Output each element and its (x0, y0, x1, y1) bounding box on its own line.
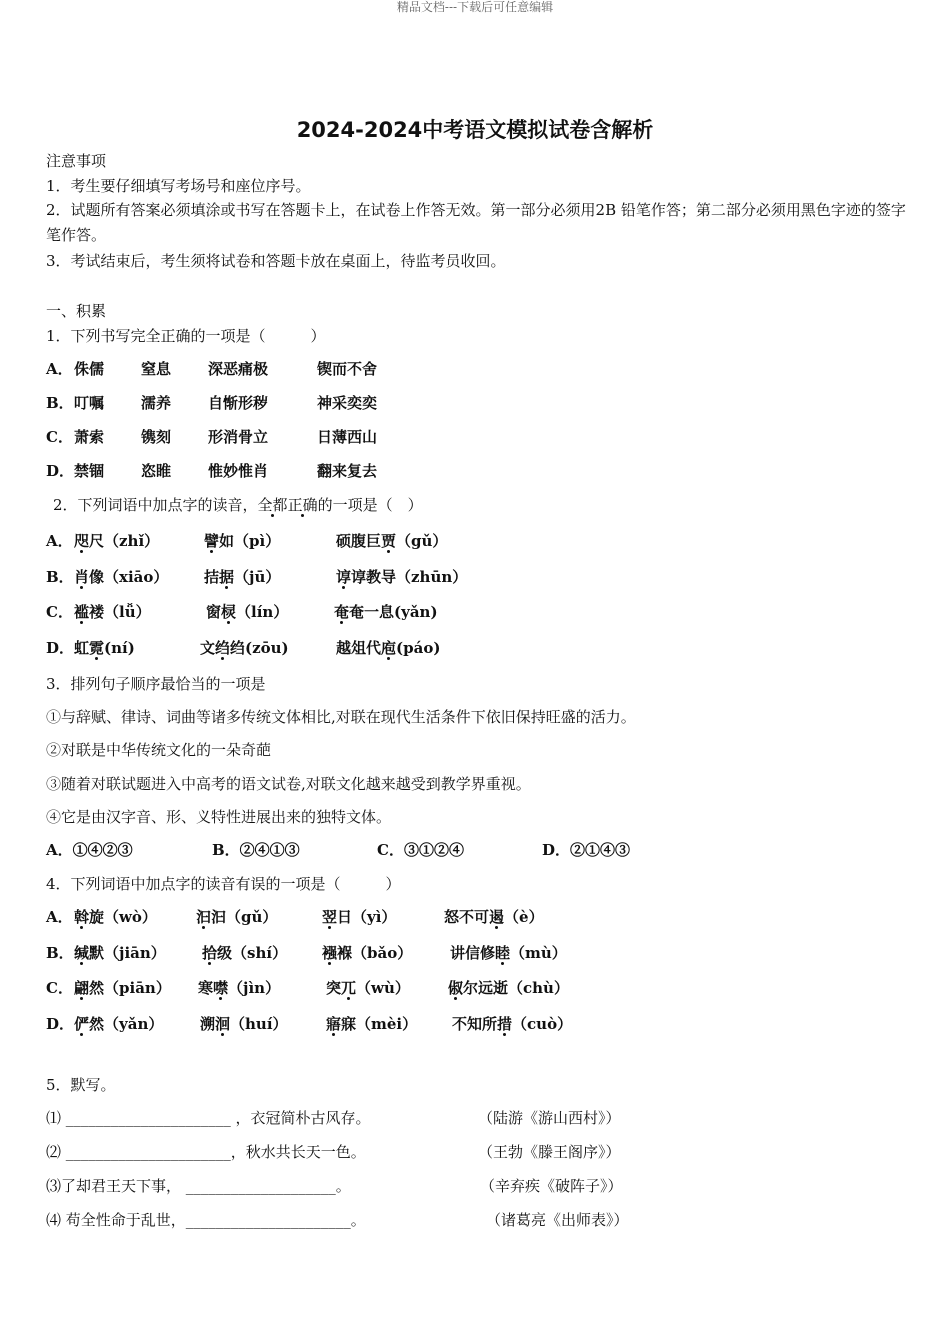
option-term (200, 638, 289, 658)
dictation-line: ⑷ 苟全性命于乱世，______________________。 (46, 1211, 366, 1229)
option-term (326, 978, 410, 998)
term-prefix: 讲信修 (450, 944, 496, 962)
page-header: 精品文档---下载后可任意编辑 (396, 0, 554, 14)
option-term (444, 907, 544, 927)
option-term (450, 943, 567, 963)
dictation-source: （辛弃疾《破阵子》） (480, 1177, 623, 1195)
dictation-line: ⑶了却君王天下事， ____________________。 (46, 1177, 351, 1195)
term-suffix: 寐（mèi） (341, 1015, 418, 1033)
option-term (336, 567, 467, 587)
term-suffix: （huí） (230, 1015, 288, 1033)
stem-text: 2．下列词语中加点字的读音， (53, 496, 258, 514)
option-word: 惟妙惟肖 (208, 462, 269, 480)
option-row (46, 638, 846, 658)
option-row (46, 567, 846, 587)
option-row (46, 907, 846, 927)
option-row (46, 393, 846, 413)
option-term (74, 943, 166, 963)
term-prefix: 突 (326, 979, 342, 997)
term-suffix: 奄一息(yǎn) (349, 603, 438, 621)
term-suffix: 褛（lǚ） (89, 603, 151, 621)
dotted-char: 翩 (74, 979, 90, 997)
dotted-char: 庖 (381, 639, 397, 657)
option-term (326, 1014, 417, 1034)
notice-item: 3．考试结束后，考生须将试卷和答题卡放在桌面上，待监考员收回。 (46, 252, 506, 270)
dotted-char: 霓 (89, 639, 105, 657)
sentence: ①与辞赋、律诗、词曲等诸多传统文体相比,对联在现代生活条件下依旧保持旺盛的活力。 (46, 708, 636, 726)
option-term (452, 1014, 572, 1034)
dotted-char: 谆 (336, 568, 352, 586)
option-letter: A． (46, 360, 73, 378)
option-term (74, 531, 159, 551)
dictation-source: （陆游《游山西村》） (478, 1109, 621, 1127)
option-word: 翻来复去 (317, 462, 378, 480)
term-suffix: 褓（bǎo） (337, 944, 413, 962)
option-word: 神采奕奕 (317, 394, 378, 412)
option-word: 窒息 (141, 360, 172, 378)
term-suffix: （gǔ） (396, 532, 448, 550)
stem-text: 的一项是（ ） (317, 496, 423, 514)
option-word: 侏儒 (74, 360, 105, 378)
option-term (204, 567, 280, 587)
question-5-stem: 5．默写。 (46, 1076, 116, 1094)
option-term (74, 567, 168, 587)
option-d: D．②①④③ (542, 841, 631, 859)
term-prefix: 越俎代 (336, 639, 382, 657)
term-suffix: 然（piān） (89, 979, 171, 997)
option-word: 禁锢 (74, 462, 105, 480)
term-suffix: 然（yǎn） (89, 1015, 164, 1033)
dotted-char: 据 (219, 568, 235, 586)
term-prefix: 文 (200, 639, 216, 657)
dotted-char: 寤 (326, 1015, 342, 1033)
dotted-char: 肖 (74, 568, 90, 586)
dotted-char: 贾 (381, 532, 397, 550)
option-letter: C． (46, 979, 73, 997)
option-term (336, 531, 447, 551)
term-suffix: 谆教导（zhūn） (351, 568, 468, 586)
dictation-source: （诸葛亮《出师表》） (486, 1211, 629, 1229)
stem-emph-2: 正确 (287, 496, 318, 514)
option-letter: D． (46, 1015, 75, 1033)
term-suffix: （cuò） (512, 1015, 573, 1033)
option-term (74, 602, 151, 622)
option-term (196, 907, 277, 927)
term-suffix: （jū） (234, 568, 281, 586)
option-term (204, 531, 280, 551)
option-term (200, 1014, 288, 1034)
dotted-char: 奄 (334, 603, 350, 621)
sentence: ②对联是中华传统文化的一朵奇葩 (46, 741, 272, 759)
option-word: 深恶痛极 (208, 360, 269, 378)
notice-heading: 注意事项 (46, 152, 107, 170)
option-term (198, 978, 280, 998)
dotted-char: 棂 (221, 603, 237, 621)
term-suffix: 级（shí） (217, 944, 288, 962)
option-row (46, 427, 846, 447)
option-term (334, 602, 438, 622)
term-suffix: 日（yì） (337, 908, 397, 926)
option-word: 日薄西山 (317, 428, 378, 446)
option-a: A．①④②③ (46, 841, 133, 859)
term-suffix: 像（xiāo） (89, 568, 169, 586)
dotted-char: 睦 (495, 944, 511, 962)
dotted-char: 措 (497, 1015, 513, 1033)
dotted-char: 遏 (489, 908, 505, 926)
term-suffix: 汩（gǔ） (211, 908, 278, 926)
dotted-char: 襁 (322, 944, 338, 962)
option-letter: D． (46, 462, 75, 480)
term-prefix: 寒 (198, 979, 214, 997)
option-word: 濡养 (141, 394, 172, 412)
question-2-stem (53, 495, 423, 515)
option-term (206, 602, 288, 622)
dictation-line: ⑴ ______________________ ，衣冠简朴古风存。 (46, 1109, 371, 1127)
dotted-char: 绉 (215, 639, 231, 657)
question-1-stem: 1．下列书写完全正确的一项是（ ） (46, 327, 326, 345)
option-letter: B． (46, 944, 74, 962)
term-prefix: 拮 (204, 568, 220, 586)
option-letter: B． (46, 394, 74, 412)
dotted-char: 缄 (74, 944, 90, 962)
dotted-char: 咫 (74, 532, 90, 550)
sentence: ③随着对联试题进入中高考的语文试卷,对联文化越来越受到教学界重视。 (46, 775, 531, 793)
option-row (46, 359, 846, 379)
stem-emph-1: 全都 (257, 496, 288, 514)
term-suffix: (páo) (396, 639, 441, 657)
sentence: ④它是由汉字音、形、义特性进展出来的独特文体。 (46, 808, 392, 826)
option-letter: A． (46, 908, 73, 926)
term-prefix: 窗 (206, 603, 222, 621)
option-word: 锲而不舍 (317, 360, 378, 378)
option-term (336, 638, 440, 658)
option-word: 镌刻 (141, 428, 172, 446)
dictation-source: （王勃《滕王阁序》） (478, 1143, 621, 1161)
option-letter: C． (46, 428, 73, 446)
option-word: 叮嘱 (74, 394, 105, 412)
option-letter: A． (46, 532, 73, 550)
option-row (46, 943, 846, 963)
section-heading: 一、积累 (46, 302, 107, 320)
dotted-char: 汩 (196, 908, 212, 926)
option-word: 形消骨立 (208, 428, 269, 446)
dictation-line: ⑵ ______________________，秋水共长天一色。 (46, 1143, 366, 1161)
option-row (46, 602, 846, 622)
option-row (46, 1014, 846, 1034)
option-word: 恣睢 (141, 462, 172, 480)
option-term (202, 943, 287, 963)
term-prefix: 不知所 (452, 1015, 498, 1033)
option-term (74, 638, 135, 658)
term-suffix: 绉(zōu) (230, 639, 289, 657)
term-suffix: (ní) (104, 639, 135, 657)
option-term (322, 907, 396, 927)
option-term (74, 1014, 163, 1034)
term-suffix: 旋（wò） (89, 908, 157, 926)
dotted-char: 俶 (448, 979, 464, 997)
option-letter: D． (46, 639, 75, 657)
option-row (46, 978, 846, 998)
page-title: 2024-2024中考语文模拟试卷含解析 (296, 118, 654, 142)
dotted-char: 噤 (213, 979, 229, 997)
dotted-char: 譬 (204, 532, 220, 550)
term-prefix: 怒不可 (444, 908, 490, 926)
dotted-char: 褴 (74, 603, 90, 621)
option-c: C．③①②④ (377, 841, 464, 859)
option-letter: B． (46, 568, 74, 586)
dotted-char: 翌 (322, 908, 338, 926)
option-term (448, 978, 569, 998)
notice-item: 2．试题所有答案必须填涂或书写在答题卡上，在试卷上作答无效。第一部分必须用2B 铅笔作答；第二部分必须用黑色字迹的签字笔作答。 (46, 201, 906, 244)
term-suffix: （lín） (236, 603, 289, 621)
term-suffix: （mù） (510, 944, 567, 962)
dotted-char: 俨 (74, 1015, 90, 1033)
term-prefix: 虹 (74, 639, 90, 657)
question-3-stem: 3．排列句子顺序最恰当的一项是 (46, 675, 266, 693)
option-row (46, 461, 846, 481)
option-term (74, 978, 171, 998)
term-suffix: （è） (504, 908, 544, 926)
term-suffix: 尔远逝（chù） (463, 979, 569, 997)
term-suffix: （wù） (356, 979, 410, 997)
option-word: 萧索 (74, 428, 105, 446)
term-suffix: 默（jiān） (89, 944, 166, 962)
option-word: 自惭形秽 (208, 394, 269, 412)
dotted-char: 斡 (74, 908, 90, 926)
term-prefix: 溯 (200, 1015, 216, 1033)
notice-item: 1．考生要仔细填写考场号和座位序号。 (46, 177, 311, 195)
term-suffix: （jìn） (228, 979, 281, 997)
option-row (46, 531, 846, 551)
dotted-char: 洄 (215, 1015, 231, 1033)
option-term (322, 943, 412, 963)
option-term (74, 907, 157, 927)
term-suffix: 如（pì） (219, 532, 281, 550)
dotted-char: 兀 (341, 979, 357, 997)
option-b: B．②④①③ (212, 841, 300, 859)
term-suffix: 尺（zhǐ） (89, 532, 160, 550)
dotted-char: 拾 (202, 944, 218, 962)
question-4-stem: 4．下列词语中加点字的读音有误的一项是（ ） (46, 875, 401, 893)
option-letter: C． (46, 603, 73, 621)
term-prefix: 硕腹巨 (336, 532, 382, 550)
